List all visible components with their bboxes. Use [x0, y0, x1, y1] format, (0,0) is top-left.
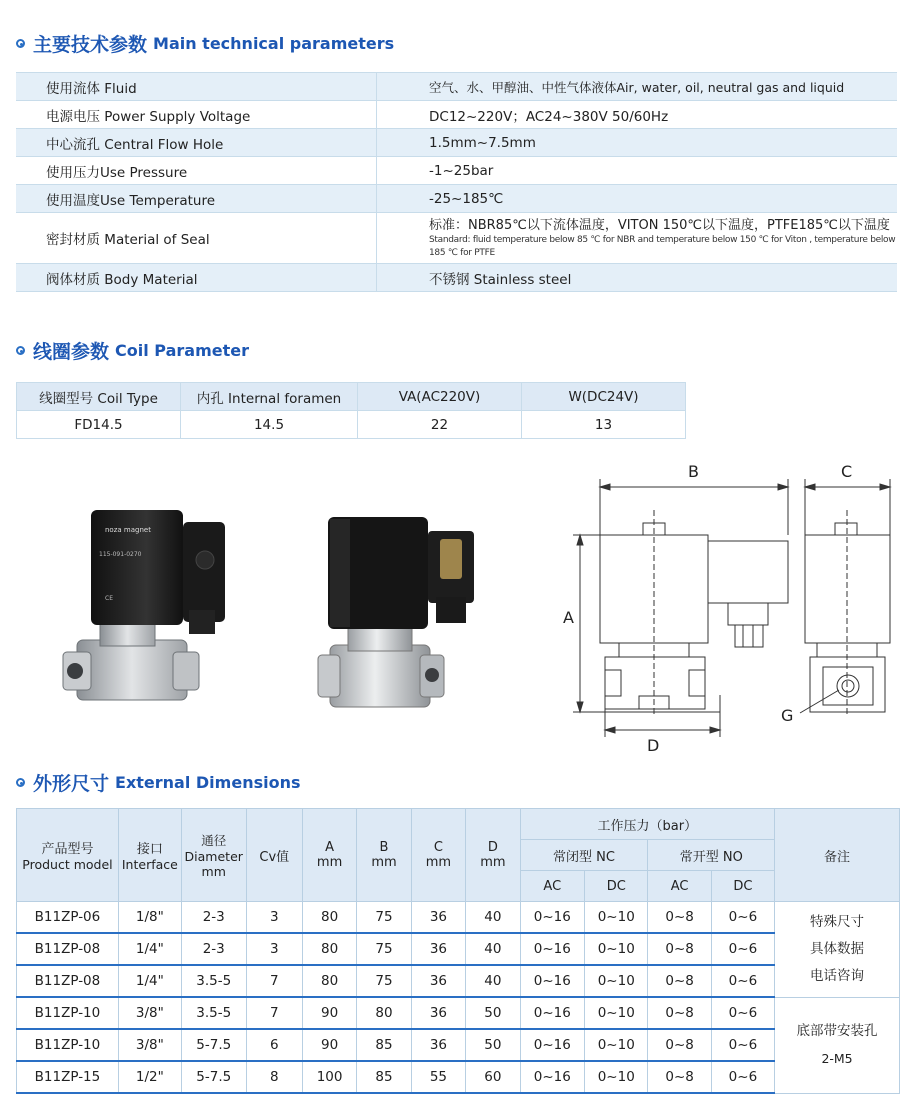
param-key: 密封材质 Material of Seal [16, 213, 377, 264]
header-text: Interface [121, 857, 178, 872]
dim-label-c: C [841, 462, 853, 481]
section-title-en: External Dimensions [115, 773, 301, 792]
table-row [16, 213, 897, 264]
cell-model: B11ZP-06 [17, 902, 119, 934]
cell-b: 75 [357, 965, 411, 997]
cell-cv: 3 [246, 933, 302, 965]
coil-cell: FD14.5 [17, 411, 181, 439]
cell-a: 80 [302, 933, 356, 965]
header-text: C [433, 840, 443, 855]
bullet-icon [16, 778, 25, 787]
cell-no-dc: 0~6 [711, 902, 774, 934]
cell-diameter: 3.5-5 [181, 965, 246, 997]
table-row [16, 264, 897, 292]
header-text: Product model [22, 857, 113, 872]
main-params-table [16, 72, 897, 292]
cell-nc-ac: 0~16 [520, 997, 584, 1029]
cell-c: 36 [411, 933, 465, 965]
note-line: 底部带安装孔 [796, 1023, 878, 1039]
note-line: 2-M5 [821, 1051, 853, 1066]
cell-nc-ac: 0~16 [520, 1029, 584, 1061]
cell-no-dc: 0~6 [711, 965, 774, 997]
cell-diameter: 2-3 [181, 933, 246, 965]
note-special [775, 902, 900, 998]
cell-b: 85 [357, 1061, 411, 1093]
header-diameter [181, 809, 246, 902]
cell-a: 80 [302, 902, 356, 934]
cell-no-dc: 0~6 [711, 1061, 774, 1093]
table-row [16, 157, 897, 185]
cell-no-ac: 0~8 [648, 1029, 711, 1061]
header-ac: AC [648, 871, 711, 902]
cell-no-ac: 0~8 [648, 965, 711, 997]
coil-table [16, 382, 686, 439]
header-text: 接口 [136, 842, 163, 857]
table-row [17, 411, 686, 439]
valve-photo-front [55, 500, 255, 715]
param-value: DC12~220V；AC24~380V 50/60Hz [377, 101, 898, 129]
header-a [302, 809, 356, 902]
table-header-row [17, 809, 900, 840]
cell-model: B11ZP-08 [17, 965, 119, 997]
param-value: -25~185℃ [377, 185, 898, 213]
param-key: 使用流体 Fluid [16, 73, 377, 101]
coil-cell: 14.5 [181, 411, 358, 439]
cell-nc-ac: 0~16 [520, 902, 584, 934]
table-row [17, 902, 900, 934]
cell-d: 40 [466, 965, 520, 997]
cell-d: 50 [466, 997, 520, 1029]
param-key: 阀体材质 Body Material [16, 264, 377, 292]
section-title-zh: 外形尺寸 [33, 773, 110, 795]
section-title-zh: 线圈参数 [33, 341, 110, 363]
coil-header: 内孔 Internal foramen [181, 383, 358, 411]
cell-diameter: 2-3 [181, 902, 246, 934]
table-row [17, 1029, 900, 1061]
cell-cv: 8 [246, 1061, 302, 1093]
cell-model: B11ZP-15 [17, 1061, 119, 1093]
cell-nc-dc: 0~10 [585, 1029, 648, 1061]
header-note: 备注 [775, 809, 900, 902]
header-dc: DC [585, 871, 648, 902]
cell-cv: 7 [246, 997, 302, 1029]
param-value: 1.5mm~7.5mm [377, 129, 898, 157]
dim-label-b: B [688, 462, 699, 481]
header-b [357, 809, 411, 902]
cell-interface: 1/4" [118, 933, 181, 965]
dimensions-table [16, 808, 900, 1094]
brand-label: noza magnet [105, 526, 151, 534]
header-text: mm [480, 855, 506, 870]
header-cv: Cv值 [246, 809, 302, 902]
cell-no-ac: 0~8 [648, 997, 711, 1029]
note-line: 具体数据 [810, 940, 865, 957]
cell-b: 80 [357, 997, 411, 1029]
cell-d: 50 [466, 1029, 520, 1061]
header-text: mm [316, 855, 343, 870]
header-no: 常开型 NO [648, 840, 775, 871]
cell-b: 75 [357, 902, 411, 934]
table-row [17, 965, 900, 997]
header-text: mm [425, 855, 452, 870]
bullet-icon [16, 346, 25, 355]
cell-a: 80 [302, 965, 356, 997]
cell-diameter: 3.5-5 [181, 997, 246, 1029]
cell-nc-dc: 0~10 [585, 997, 648, 1029]
cell-d: 60 [466, 1061, 520, 1093]
cell-c: 36 [411, 965, 465, 997]
header-text: B [379, 840, 389, 855]
param-value [377, 213, 898, 264]
header-text: A [325, 840, 335, 855]
param-value: 空气、水、甲醇油、中性气体液体Air, water, oil, neutral gas and liquid [377, 73, 898, 101]
param-key: 电源电压 Power Supply Voltage [16, 101, 377, 129]
header-pressure: 工作压力（bar） [520, 809, 775, 840]
seal-line-zh: 标准：NBR85℃以下流体温度，VITON 150℃以下温度，PTFE185℃以下温度 [429, 217, 890, 233]
table-row [17, 997, 900, 1029]
cell-model: B11ZP-08 [17, 933, 119, 965]
param-key: 使用温度Use Temperature [16, 185, 377, 213]
dim-label-a: A [563, 608, 574, 627]
header-text: mm [371, 855, 397, 870]
param-value: -1~25bar [377, 157, 898, 185]
header-d [466, 809, 520, 902]
header-nc: 常闭型 NC [520, 840, 648, 871]
cell-c: 36 [411, 1029, 465, 1061]
header-text: Diameter [184, 849, 243, 864]
valve-photo-angle [300, 505, 500, 715]
coil-header: 线圈型号 Coil Type [17, 383, 181, 411]
section-title-en: Coil Parameter [115, 341, 249, 360]
section-title-coil [16, 337, 249, 364]
cell-c: 36 [411, 997, 465, 1029]
cell-interface: 3/8" [118, 997, 181, 1029]
dimension-drawing [555, 455, 900, 760]
header-text: 通径 [201, 833, 227, 848]
cell-no-ac: 0~8 [648, 1061, 711, 1093]
table-row [16, 185, 897, 213]
cell-c: 36 [411, 902, 465, 934]
cell-a: 100 [302, 1061, 356, 1093]
cell-nc-ac: 0~16 [520, 965, 584, 997]
table-row [17, 1061, 900, 1093]
param-key: 使用压力Use Pressure [16, 157, 377, 185]
cell-cv: 6 [246, 1029, 302, 1061]
param-key: 中心流孔 Central Flow Hole [16, 129, 377, 157]
header-dc: DC [711, 871, 774, 902]
header-ac: AC [520, 871, 584, 902]
seal-line-en: Standard: fluid temperature below 85 ℃ for NBR and temperature below 150 ℃ for Viton , temperature below 185 ℃ for PTFE [429, 234, 896, 258]
cell-no-dc: 0~6 [711, 933, 774, 965]
cell-a: 90 [302, 997, 356, 1029]
section-title-en: Main technical parameters [153, 34, 395, 53]
cell-no-dc: 0~6 [711, 997, 774, 1029]
cell-cv: 7 [246, 965, 302, 997]
cell-interface: 1/8" [118, 902, 181, 934]
cell-no-dc: 0~6 [711, 1029, 774, 1061]
header-text: 产品型号 [41, 842, 94, 857]
cell-diameter: 5-7.5 [181, 1029, 246, 1061]
cell-no-ac: 0~8 [648, 933, 711, 965]
cell-diameter: 5-7.5 [181, 1061, 246, 1093]
cell-interface: 1/4" [118, 965, 181, 997]
cell-model: B11ZP-10 [17, 997, 119, 1029]
param-value: 不锈钢 Stainless steel [377, 264, 898, 292]
header-model [17, 809, 119, 902]
coil-header: W(DC24V) [522, 383, 686, 411]
coil-header: VA(AC220V) [358, 383, 522, 411]
section-title-main [16, 30, 394, 57]
cell-a: 90 [302, 1029, 356, 1061]
table-row [16, 129, 897, 157]
table-row [16, 73, 897, 101]
cell-d: 40 [466, 933, 520, 965]
cell-nc-ac: 0~16 [520, 933, 584, 965]
cell-nc-dc: 0~10 [585, 933, 648, 965]
cell-interface: 1/2" [118, 1061, 181, 1093]
cell-nc-dc: 0~10 [585, 965, 648, 997]
note-mounting [775, 997, 900, 1093]
table-header-row [17, 383, 686, 411]
header-text: mm [201, 864, 226, 879]
cell-interface: 3/8" [118, 1029, 181, 1061]
coil-cell: 22 [358, 411, 522, 439]
header-c [411, 809, 465, 902]
cell-nc-dc: 0~10 [585, 1061, 648, 1093]
coil-cell: 13 [522, 411, 686, 439]
section-title-zh: 主要技术参数 [33, 34, 148, 56]
cell-cv: 3 [246, 902, 302, 934]
header-interface [118, 809, 181, 902]
bullet-icon [16, 39, 25, 48]
section-title-dims [16, 769, 301, 796]
table-row [16, 101, 897, 129]
dim-label-g: G [781, 706, 794, 725]
cell-no-ac: 0~8 [648, 902, 711, 934]
cell-c: 55 [411, 1061, 465, 1093]
cell-nc-dc: 0~10 [585, 902, 648, 934]
cell-model: B11ZP-10 [17, 1029, 119, 1061]
cell-nc-ac: 0~16 [520, 1061, 584, 1093]
dim-label-d: D [647, 736, 660, 755]
cell-b: 85 [357, 1029, 411, 1061]
note-line: 电话咨询 [810, 967, 865, 984]
cell-b: 75 [357, 933, 411, 965]
note-line: 特殊尺寸 [810, 913, 865, 930]
cell-d: 40 [466, 902, 520, 934]
header-text: D [487, 840, 498, 855]
code-label: 115-091-0270 [99, 551, 142, 558]
ce-label: CE [105, 595, 113, 602]
table-row [17, 933, 900, 965]
